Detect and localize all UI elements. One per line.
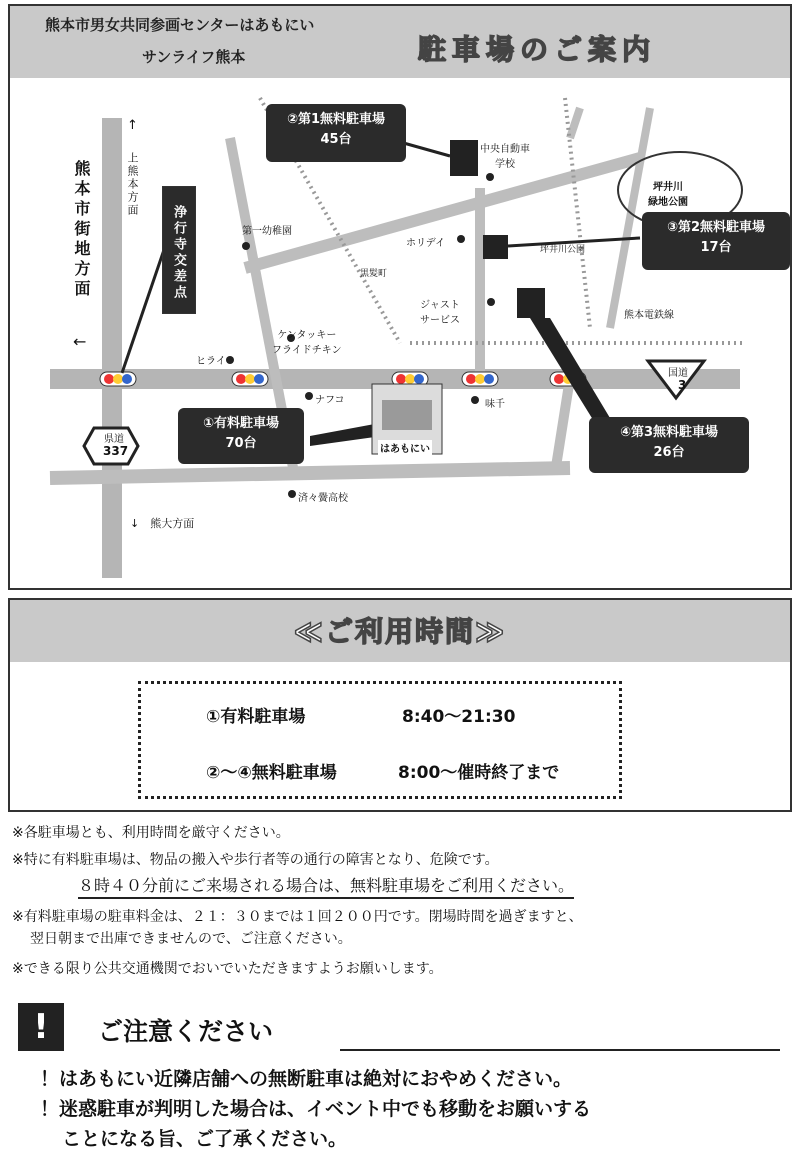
lot-free-2-name: ③第2無料駐車場 bbox=[666, 220, 766, 235]
direction-kamikumamoto: 上熊本方面 bbox=[126, 152, 139, 217]
note-3a: ※有料駐車場の駐車料金は、２１：３０までは１回２００円です。閉場時間を過ぎますと、 bbox=[12, 909, 583, 925]
hours-paid-time: 8:40～21:30 bbox=[402, 707, 516, 727]
landmark-kurokami: 黒髪町 bbox=[360, 269, 388, 279]
traffic-light-2 bbox=[232, 372, 268, 386]
landmark-tsuboi-koen: 坪井川公園 bbox=[540, 245, 586, 255]
hours-free-time: 8:00～催時終了まで bbox=[398, 763, 560, 783]
route337-label: 県道 bbox=[104, 434, 124, 445]
note-1: ※各駐車場とも、利用時間を厳守ください。 bbox=[12, 825, 290, 841]
lot-free-2 bbox=[642, 212, 790, 270]
note-4: ※できる限り公共交通機関でおいでいただきますようお願いします。 bbox=[12, 961, 443, 977]
landmark-kfc: ケンタッキー フライドチキン bbox=[272, 330, 342, 356]
route3-number: 3 bbox=[678, 378, 687, 392]
lot-free-2-count: 17台 bbox=[700, 240, 732, 255]
intersection-sign: 浄行寺交差点 bbox=[162, 186, 196, 314]
traffic-light-1 bbox=[100, 372, 136, 386]
left-road bbox=[102, 118, 122, 578]
route337-number: 337 bbox=[103, 444, 129, 458]
route3-label: 国道 bbox=[668, 368, 688, 379]
note-2: ※特に有料駐車場は、物品の搬入や歩行者等の通行の障害となり、危険です。 bbox=[12, 852, 499, 868]
landmark-kindergarten: 第一幼稚園 bbox=[242, 226, 292, 237]
direction-kumadai: ↓ 熊大方面 bbox=[130, 517, 195, 530]
warning-icon: ! bbox=[18, 1003, 64, 1051]
landmark-building: はあもにい bbox=[378, 440, 432, 455]
traffic-light-4 bbox=[462, 372, 498, 386]
landmark-ajisen: 味千 bbox=[485, 399, 505, 410]
org-name: 熊本市男女共同参画センターはあもにい bbox=[45, 16, 315, 34]
caution-title: ご注意ください bbox=[98, 1017, 274, 1046]
caution-line-3: ことになる旨、ご了承ください。 bbox=[62, 1128, 348, 1150]
landmark-chuo-school: 中央自動車 学校 bbox=[480, 144, 530, 170]
lot-free-1-count: 45台 bbox=[320, 132, 352, 147]
landmark-railway: 熊本電鉄線 bbox=[624, 310, 674, 321]
lot-paid-count: 70台 bbox=[225, 436, 257, 451]
lot-paid bbox=[178, 408, 304, 464]
landmark-tsuboi-park: 坪井川 緑地公園 bbox=[648, 182, 688, 208]
landmark-just: ジャスト サービス bbox=[420, 300, 460, 326]
arrow-left-icon: ← bbox=[73, 332, 87, 351]
arrow-up-icon: ↑ bbox=[127, 118, 138, 133]
caution-underline bbox=[340, 1049, 780, 1051]
page-title: 駐車場のご案内 bbox=[418, 33, 657, 66]
caution-line-2: ！迷惑駐車が判明した場合は、イベント中でも移動をお願いする bbox=[40, 1098, 592, 1120]
landmark-holiday: ホリデイ bbox=[406, 238, 446, 249]
caution-line-1: ！はあもにい近隣店舗への無断駐車は絶対におやめください。 bbox=[40, 1068, 573, 1090]
lot-free-3-count: 26台 bbox=[653, 445, 685, 460]
note-3b: 翌日朝まで出庫できませんので、ご注意ください。 bbox=[30, 931, 352, 947]
lot-paid-name: ①有料駐車場 bbox=[202, 416, 279, 431]
landmark-hirai: ヒライ bbox=[196, 356, 226, 367]
lot-free-1-name: ②第1無料駐車場 bbox=[286, 112, 386, 127]
note-highlight: ８時４０分前にご来場される場合は、無料駐車場をご利用ください。 bbox=[78, 873, 574, 899]
direction-city: 熊本市街地方面 bbox=[72, 160, 91, 300]
landmark-nafuko: ナフコ bbox=[315, 395, 345, 406]
hours-paid-lot: ①有料駐車場 bbox=[206, 707, 306, 727]
landmark-seiseikou: 済々黌高校 bbox=[298, 493, 348, 504]
lot-free-1 bbox=[266, 104, 406, 162]
lot-free-3-name: ④第3無料駐車場 bbox=[619, 425, 719, 440]
hours-title: ≪ご利用時間≫ bbox=[293, 615, 507, 648]
org-subname: サンライフ熊本 bbox=[142, 48, 246, 66]
hours-free-lot: ②～④無料駐車場 bbox=[206, 763, 337, 783]
lot-free-3 bbox=[589, 417, 749, 473]
